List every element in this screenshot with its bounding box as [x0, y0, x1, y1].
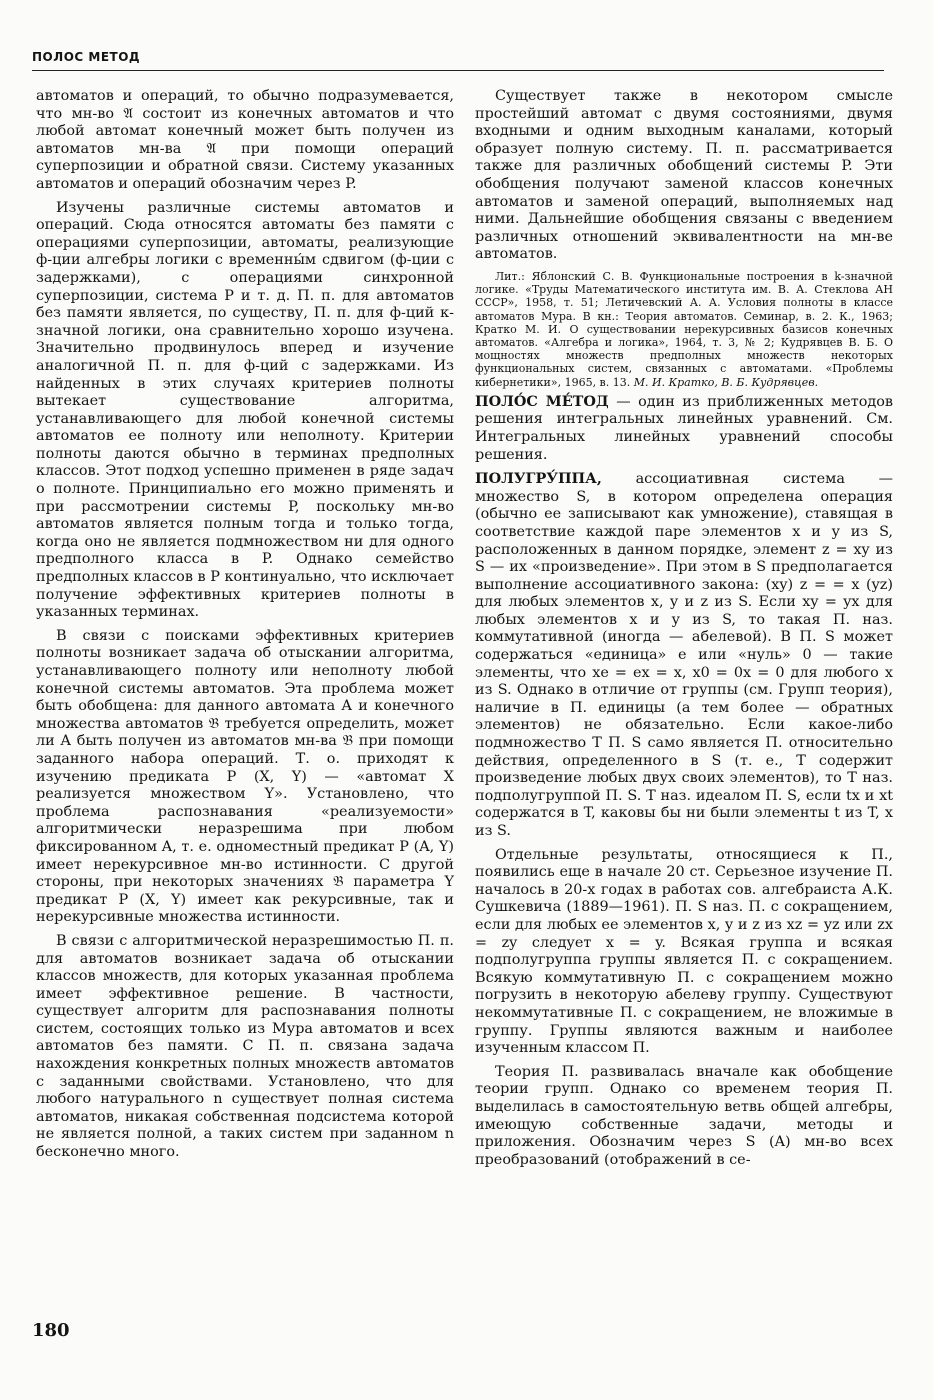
right-intro-paragraph: Существует также в некотором смысле простейший автомат с двумя состояниями, двумя входными и одним выходным каналами, который образует полную систему. П. п. рассматривается также для различных обобщений системы P. Эти обобщения получают заменой классов конечных автоматов и заменой операций, выполняемых над ними. Дальнейшие обобщения связаны с введением различных отношений эквивалентности на мн-ве автоматов.: [475, 88, 893, 263]
left-paragraph-1: автоматов и операций, то обычно подразумевается, что мн-во 𝔄 состоит из конечных автоматов и что любой автомат конечный может быть получен из автоматов мн-ва 𝔄 при помощи операций суперпозиции и обратной связи. Систему указанных автоматов и операций обозначим через P.: [36, 88, 454, 192]
entry-polos-method: [475, 393, 893, 464]
semigroup-paragraph-3: Теория П. развивалась вначале как обобщение теории групп. Однако со временем теория П. выделилась в самостоятельную ветвь общей алгебры, имеющую собственные задачи, методы и приложения. Обозначим через S (A) мн-во всех преобразований (отображений в се-: [475, 1063, 893, 1168]
right-column: [475, 88, 893, 1175]
left-paragraph-4: В связи с алгоритмической неразрешимостью П. п. для автоматов возникает задача об отыскании классов множеств, для которых указанная проблема имеет эффективное решение. В частности, существует алгоритм для распознавания полноты систем, состоящих только из Мура автоматов и всех автоматов без памяти. С П. п. связана задача нахождения конкретных полных множеств автоматов с заданными свойствами. Установлено, что для любого натурального n существует полная система автоматов, никакая собственная подсистема которой не является полной, а таких систем при заданном n бесконечно много.: [36, 932, 454, 1161]
semigroup-paragraph-2: Отдельные результаты, относящиеся к П., появились еще в начале 20 ст. Серьезное изучение П. началось в 20-х годах в работах сов. алгебраиста А.К. Сушкевича (1889—1961). П. S наз. П. с сокращением, если для любых ее элементов x, y и z из xz = yz или zx = zy следует x = y. Всякая группа и всякая подполугруппа группы является П. с сокращением. Всякую коммутативную П. с сокращением можно погрузить в некоторую абелеву группу. Существуют некоммутативные П. с сокращением, не вложимые в группу. Группы являются важным и наиболее изученным классом П.: [475, 846, 893, 1057]
headword-semigroup: ПОЛУГРУ́ППА,: [475, 470, 602, 488]
running-head: ПОЛОС МЕТОД: [32, 50, 141, 64]
headword-polos-method: ПОЛО́С МЕ́ТОД: [475, 392, 609, 410]
semigroup-text: ассоциативная система — множество S, в котором определена операция (обычно ее записывают как умножение), ставящая в соответствие каждой паре элементов x и y из S, расположенных в данном порядке, элемент z = xy из S — их «произведение». При этом в S предполагается выполнение ассоциативного закона: (xy) z = = x (yz) для любых элементов x, y и z из S. Если xy = yx для любых элементов x и y из S, то такая П. наз. коммутативной (иногда — абелевой). В П. S может содержаться «единица» e или «нуль» 0 — такие элементы, что xe = ex = x, x0 = 0x = 0 для любого x из S. Однако в отличие от группы (см. Групп теория), наличие в П. единицы (а тем более — обратных элементов) не обязательно. Если какое-либо подмножество T П. S само является П. относительно действия, определенного в S (т. е., T содержит произведение любых двух своих элементов), то T наз. подполугруппой П. S. T наз. идеалом П. S, если tx и xt содержатся в T, каковы бы ни были элементы t из T, x из S.: [475, 471, 893, 840]
left-paragraph-3: В связи с поисками эффективных критериев полноты возникает задача об отыскании алгоритма, устанавливающего полноту или неполноту любой конечной системы автоматов. Эта проблема может быть обобщена: для данного автомата A и конечного множества автоматов 𝔅 требуется определить, может ли A быть получен из автоматов мн-ва 𝔅 при помощи заданного набора операций. Т. о. приходят к изучению предиката P (X, Y) — «автомат X реализуется множеством Y». Установлено, что проблема распознавания «реализуемости» алгоритмически неразрешима при любом фиксированном A, т. е. одноместный предикат P (A, Y) имеет нерекурсивное мн-во истинности. С другой стороны, при некоторых значениях 𝔅 параметра Y предикат P (X, Y) имеет как рекурсивные, так и нерекурсивные множества истинности.: [36, 627, 454, 926]
literature-text: Лит.: Яблонский С. В. Функциональные построения в k-значной логике. «Труды Математического института им. В. А. Стеклова АН СССР», 1958, т. 51; Летичевский А. А. Условия полноты в классе автоматов Мура. В кн.: Теория автоматов. Семинар, в. 2. К., 1963; Кратко М. И. О существовании нерекурсивных базисов конечных автоматов. «Алгебра и логика», 1964, т. 3, № 2; Кудрявцев В. Б. О мощностях множеств предполных множеств некоторых функциональных систем, связанных с автоматами. «Проблемы кибернетики», 1965, в. 13.: [475, 269, 893, 389]
literature-block: [475, 270, 893, 389]
left-paragraph-2: Изучены различные системы автоматов и операций. Сюда относятся автоматы без памяти с операциями суперпозиции, автоматы, реализующие ф-ции алгебры логики с временны́м сдвигом (ф-ции с задержками), с операциями синхронной суперпозиции, система P и т. д. П. п. для автоматов без памяти является, по существу, П. п. для ф-ций к-значной логики, она сравнительно хорошо изучена. Значительно продвинулось вперед и изучение аналогичной П. п. для ф-ций с задержками. Из найденных в этих случаях критериев полноты вытекает существование алгоритма, устанавливающего для любой конечной системы автоматов ее полноту или неполноту. Критерии полноты даются обычно в терминах предполных классов. Этот подход успешно применен в ряде задач о полноте. Принципиально его можно применять и при рассмотрении системы P, поскольку мн-во автоматов является полным тогда и только тогда, когда оно не является подмножеством ни для одного предполного класса в P. Однако семейство предполных классов в P континуально, что исключает получение эффективных критериев полноты в указанных терминах.: [36, 199, 454, 621]
header-rule: [32, 70, 884, 71]
literature-authors: М. И. Кратко, В. Б. Кудрявцев.: [633, 375, 819, 389]
page-number: 180: [32, 1320, 70, 1341]
entry-semigroup: [475, 470, 893, 840]
polos-method-text: — один из приближенных методов решения интегральных линейных уравнений. См. Интегральных линейных уравнений способы решения.: [475, 393, 893, 463]
left-column: [36, 88, 454, 1168]
